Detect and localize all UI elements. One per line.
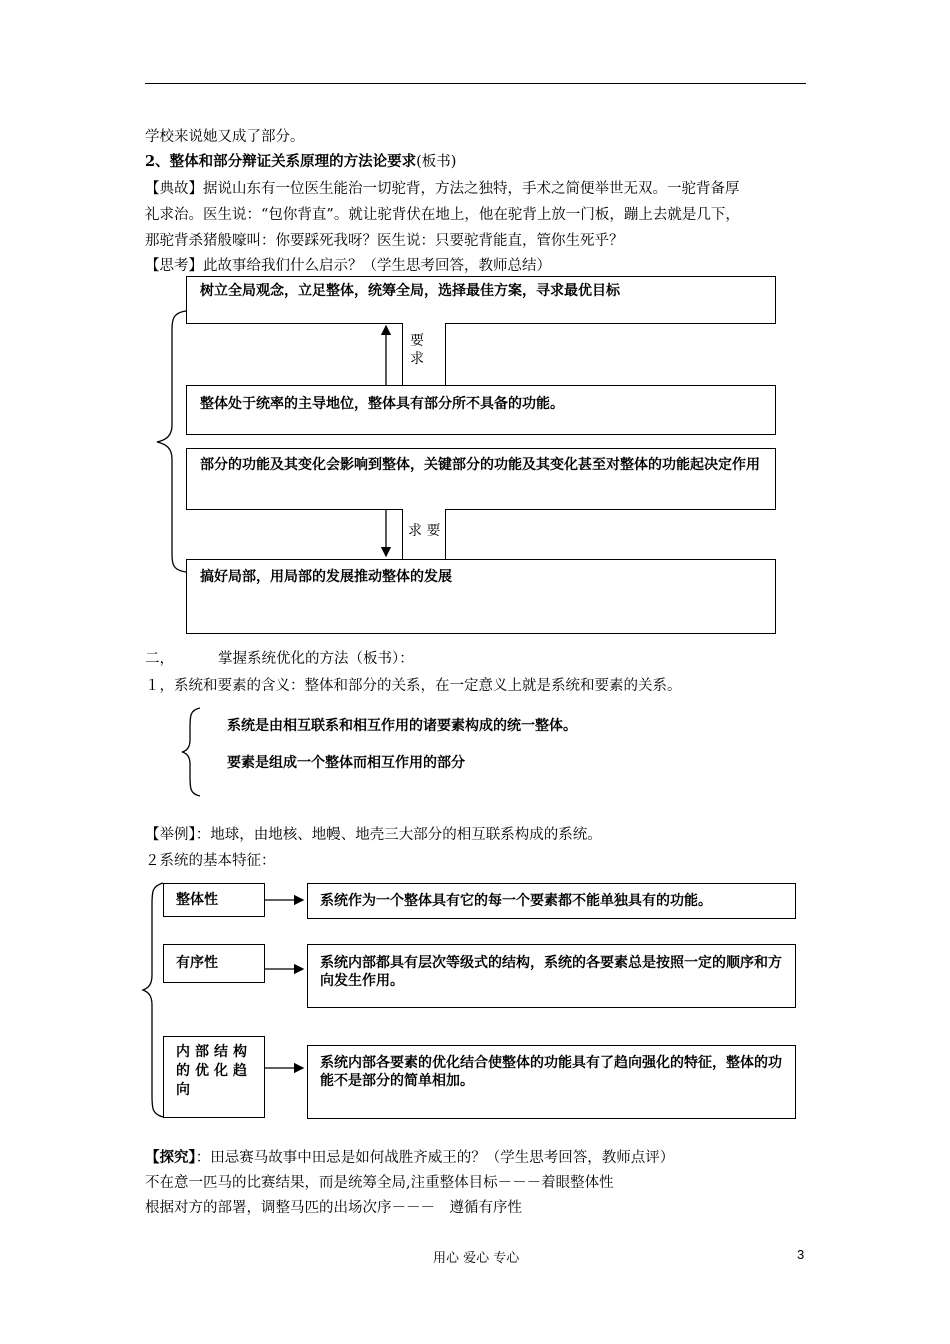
explore-tag: 【探究】 — [145, 1149, 196, 1166]
feature-name-3: 内部结构的优化趋向 — [176, 1044, 252, 1098]
conclusion-1: 不在意一匹马的比赛结果，而是统筹全局,注重整体目标－－－着眼整体性 — [145, 1175, 614, 1191]
feature-desc-1: 系统作为一个整体具有它的每一个要素都不能单独具有的功能。 — [320, 893, 712, 909]
feature-desc-3: 系统内部各要素的优化结合使整体的功能具有了趋向强化的特征，整体的功能不是部分的简单相加。 — [320, 1055, 782, 1089]
story-line-2: 礼求治。医生说：“包你背直”。就让驼背伏在地上，他在驼背上放一门板，蹦上去就是几下， — [145, 207, 740, 223]
story-tag: 【典故】 — [145, 181, 203, 197]
definition-system: 系统是由相互联系和相互作用的诸要素构成的统一整体。 — [227, 718, 577, 734]
item2-line: ２系统的基本特征： — [145, 853, 276, 869]
conclusion-2: 根据对方的部署，调整马匹的出场次序－－－ 遵循有序性 — [145, 1200, 522, 1216]
section2-title: 2、整体和部分辩证关系原理的方法论要求 — [145, 153, 417, 170]
explore-text: ：田忌赛马故事中田忌是如何战胜齐威王的？（学生思考回答，教师点评） — [195, 1150, 675, 1166]
requirement-label-2: 求 要 — [408, 523, 441, 539]
feature-desc-2: 系统内部都具有层次等级式的结构，系统的各要素总是按照一定的顺序和方向发生作用。 — [320, 955, 782, 989]
part-box-text: 部分的功能及其变化会影响到整体，关键部分的功能及其变化甚至对整体的功能起决定作用 — [200, 457, 760, 473]
feature-name-1: 整体性 — [176, 892, 218, 908]
feature-name-2: 有序性 — [176, 955, 218, 971]
whole-box-text: 整体处于统率的主导地位，整体具有部分所不具备的功能。 — [200, 396, 564, 412]
requirement-label-1a: 要 — [410, 333, 424, 349]
section2-note: (板书) — [416, 154, 457, 170]
story-text-1: 据说山东有一位医生能治一切驼背，方法之独特，手术之简便举世无双。一驼背备厚 — [203, 181, 740, 197]
local-box-text: 搞好局部，用局部的发展推动整体的发展 — [200, 569, 452, 585]
definition-element: 要素是组成一个整体而相互作用的部分 — [227, 755, 465, 771]
part2-title: 掌握系统优化的方法（板书）： — [218, 651, 414, 667]
story-line-3: 那驼背杀猪般嚎叫：你要踩死我呀？医生说：只要驼背能直，管你生死乎？ — [145, 233, 624, 249]
requirement-label-1b: 求 — [410, 351, 424, 367]
brace-definitions — [182, 708, 200, 796]
think-line: 【思考】此故事给我们什么启示？（学生思考回答，教师总结） — [145, 258, 551, 274]
intro-line: 学校来说她又成了部分。 — [145, 129, 305, 145]
part2-number: 二， — [145, 651, 174, 667]
brace-features — [143, 883, 163, 1117]
item1-line: １，系统和要素的含义：整体和部分的关系，在一定意义上就是系统和要素的关系。 — [145, 678, 682, 694]
brace-diagram1 — [157, 311, 186, 572]
goal-box-text: 树立全局观念，立足整体，统筹全局，选择最佳方案，寻求最优目标 — [200, 283, 620, 299]
page-number: 3 — [797, 1247, 805, 1262]
footer-text: 用心 爱心 专心 — [433, 1251, 520, 1266]
example-line: 【举例】：地球，由地核、地幔、地壳三大部分的相互联系构成的系统。 — [145, 827, 602, 843]
